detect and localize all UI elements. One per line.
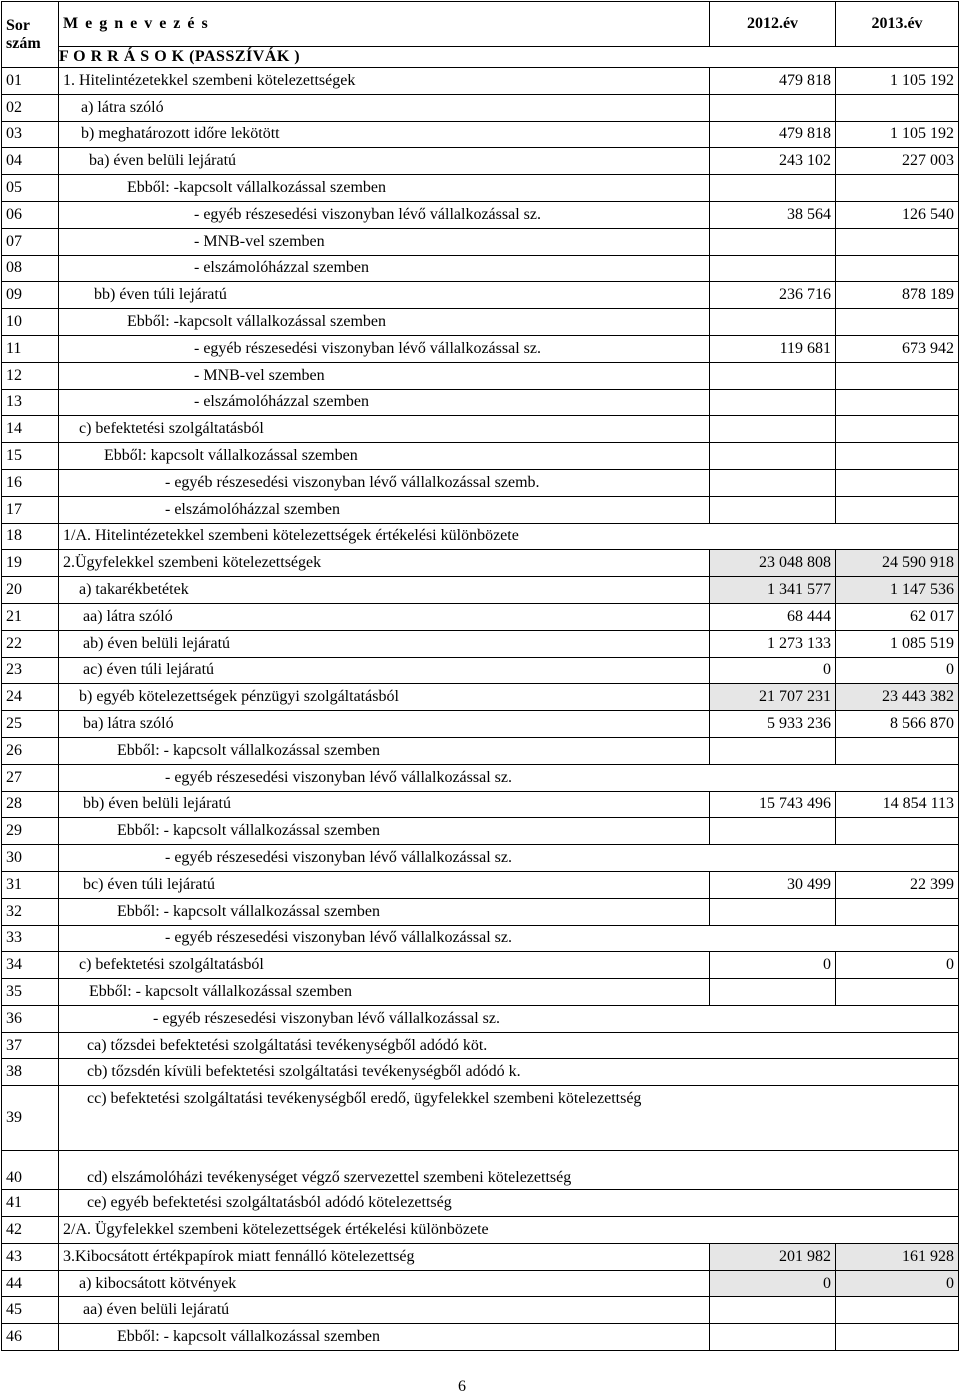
table-row (2, 1005, 959, 1032)
row-label (59, 871, 710, 898)
table-row (2, 1151, 959, 1190)
row-label-text: 1/A. Hitelintézetekkel szembeni kötelezettségek értékelési különbözete (63, 527, 519, 545)
row-label-text: Ebből: - kapcsolt vállalkozással szemben (117, 1328, 381, 1346)
row-label (59, 228, 710, 255)
value-2013: 1 105 192 (836, 68, 959, 95)
table-row (2, 603, 959, 630)
table-row (2, 68, 959, 95)
row-label (59, 630, 710, 657)
row-label (59, 282, 710, 309)
header-row (2, 2, 959, 47)
table-row (2, 362, 959, 389)
row-label-text: bc) éven túli lejáratú (83, 875, 215, 893)
value-2013: 673 942 (836, 335, 959, 362)
balance-sheet-table (1, 1, 959, 1351)
row-label-text: a) látra szóló (81, 98, 164, 116)
row-label-text: Ebből: - kapcsolt vállalkozással szemben (117, 741, 381, 759)
row-number: 24 (2, 684, 59, 711)
value-2013 (836, 228, 959, 255)
row-number: 41 (2, 1190, 59, 1217)
value-2013: 227 003 (836, 148, 959, 175)
value-2013: 878 189 (836, 282, 959, 309)
row-label-text: 1. Hitelintézetekkel szembeni kötelezettségek (63, 71, 356, 89)
row-label (59, 603, 710, 630)
row-number: 45 (2, 1297, 59, 1324)
value-2012: 119 681 (710, 335, 836, 362)
row-label-text: - MNB-vel szemben (194, 366, 325, 384)
value-2013 (836, 979, 959, 1006)
value-2012 (710, 737, 836, 764)
value-2013: 23 443 382 (836, 684, 959, 711)
row-label (59, 1151, 959, 1190)
value-2012 (710, 469, 836, 496)
row-label (59, 979, 710, 1006)
row-label-text: a) takarékbetétek (79, 581, 189, 599)
table-row (2, 871, 959, 898)
table-row (2, 496, 959, 523)
value-2012: 23 048 808 (710, 550, 836, 577)
row-number: 37 (2, 1032, 59, 1059)
row-label (59, 1032, 959, 1059)
table-row (2, 1324, 959, 1351)
row-label-text: cb) tőzsdén kívüli befektetési szolgáltatási tevékenységből adódó k. (87, 1063, 521, 1081)
row-number: 35 (2, 979, 59, 1006)
row-label (59, 1190, 959, 1217)
value-2013: 1 147 536 (836, 577, 959, 604)
table-row (2, 898, 959, 925)
value-2012: 1 341 577 (710, 577, 836, 604)
row-label-text: - elszámolóházzal szemben (194, 259, 370, 277)
row-label-text: 2.Ügyfelekkel szembeni kötelezettségek (63, 554, 322, 572)
table-row (2, 94, 959, 121)
value-2012 (710, 898, 836, 925)
value-2012: 21 707 231 (710, 684, 836, 711)
row-label (59, 577, 710, 604)
row-number: 12 (2, 362, 59, 389)
table-row (2, 1086, 959, 1151)
row-label-text: - egyéb részesedési viszonyban lévő vállalkozással sz. (194, 339, 541, 357)
section-title-text: F O R R Á S O K (PASSZÍVÁK ) (59, 48, 301, 65)
row-label (59, 684, 710, 711)
table-row (2, 1217, 959, 1244)
table-row (2, 443, 959, 470)
table-row (2, 175, 959, 202)
value-2012 (710, 1324, 836, 1351)
table-row (2, 791, 959, 818)
value-2013: 126 540 (836, 201, 959, 228)
row-label-text: c) befektetési szolgáltatásból (79, 420, 264, 438)
row-label-text: c) befektetési szolgáltatásból (79, 956, 264, 974)
row-label (59, 389, 710, 416)
row-label (59, 362, 710, 389)
value-2013 (836, 898, 959, 925)
row-label (59, 255, 710, 282)
row-number: 20 (2, 577, 59, 604)
value-2013: 0 (836, 952, 959, 979)
table-row (2, 737, 959, 764)
value-2013: 8 566 870 (836, 711, 959, 738)
row-number: 07 (2, 228, 59, 255)
table-row (2, 630, 959, 657)
table-row (2, 201, 959, 228)
table-row (2, 952, 959, 979)
value-2012 (710, 416, 836, 443)
row-label (59, 68, 710, 95)
value-2013: 0 (836, 1270, 959, 1297)
value-2013: 161 928 (836, 1243, 959, 1270)
value-2012 (710, 496, 836, 523)
value-2013 (836, 1297, 959, 1324)
row-label-text: ab) éven belüli lejáratú (83, 634, 231, 652)
value-2013 (836, 443, 959, 470)
megnevezes-header: M e g n e v e z é s (59, 2, 710, 47)
value-2012 (710, 979, 836, 1006)
row-number: 46 (2, 1324, 59, 1351)
value-2012: 38 564 (710, 201, 836, 228)
table-row (2, 979, 959, 1006)
row-number: 28 (2, 791, 59, 818)
row-label (59, 550, 710, 577)
row-label (59, 201, 710, 228)
row-label-text: ca) tőzsdei befektetési szolgáltatási tevékenységből adódó köt. (87, 1036, 488, 1054)
row-number: 43 (2, 1243, 59, 1270)
row-number: 44 (2, 1270, 59, 1297)
row-label (59, 443, 710, 470)
row-number: 18 (2, 523, 59, 550)
row-number: 02 (2, 94, 59, 121)
row-number: 19 (2, 550, 59, 577)
row-label (59, 1005, 959, 1032)
value-2013: 62 017 (836, 603, 959, 630)
row-number: 39 (2, 1086, 59, 1151)
table-row (2, 282, 959, 309)
value-2012 (710, 818, 836, 845)
value-2012: 479 818 (710, 68, 836, 95)
row-number: 17 (2, 496, 59, 523)
row-label-text: ba) látra szóló (83, 715, 174, 733)
value-2012 (710, 309, 836, 336)
table-row (2, 764, 959, 791)
section-title-row (2, 47, 959, 68)
value-2012: 0 (710, 1270, 836, 1297)
row-label-text: - egyéb részesedési viszonyban lévő vállalkozással szemb. (165, 473, 540, 491)
table-row (2, 309, 959, 336)
row-label-text: Ebből: - kapcsolt vállalkozással szemben (117, 902, 381, 920)
table-row (2, 1297, 959, 1324)
row-number: 32 (2, 898, 59, 925)
row-number: 40 (2, 1151, 59, 1190)
table-row (2, 228, 959, 255)
table-row (2, 469, 959, 496)
row-label (59, 309, 710, 336)
row-number: 42 (2, 1217, 59, 1244)
row-label-text: bb) éven belüli lejáratú (83, 795, 231, 813)
value-2012: 15 743 496 (710, 791, 836, 818)
row-label-text: 2/A. Ügyfelekkel szembeni kötelezettségek értékelési különbözete (63, 1220, 489, 1238)
row-number: 04 (2, 148, 59, 175)
row-number: 23 (2, 657, 59, 684)
row-label (59, 1297, 710, 1324)
row-number: 21 (2, 603, 59, 630)
row-label-text: cd) elszámolóházi tevékenységet végző szervezettel szembeni kötelezettség (87, 1169, 572, 1187)
table-row (2, 684, 959, 711)
value-2013 (836, 496, 959, 523)
row-label (59, 1243, 710, 1270)
value-2013 (836, 362, 959, 389)
table-row (2, 523, 959, 550)
row-label (59, 416, 710, 443)
row-label (59, 791, 710, 818)
value-2013: 0 (836, 657, 959, 684)
table-row (2, 416, 959, 443)
row-label-text: - MNB-vel szemben (194, 232, 325, 250)
row-label-text: Ebből: - kapcsolt vállalkozással szemben (117, 822, 381, 840)
row-label-text: ac) éven túli lejáratú (83, 661, 215, 679)
table-row (2, 1190, 959, 1217)
value-2012 (710, 389, 836, 416)
row-label-text: Ebből: - kapcsolt vállalkozással szemben (89, 982, 353, 1000)
value-2012: 479 818 (710, 121, 836, 148)
value-2012: 30 499 (710, 871, 836, 898)
row-label (59, 711, 710, 738)
value-2012: 68 444 (710, 603, 836, 630)
row-label (59, 523, 959, 550)
value-2012: 5 933 236 (710, 711, 836, 738)
value-2012 (710, 228, 836, 255)
table-row (2, 335, 959, 362)
row-label-text: - egyéb részesedési viszonyban lévő vállalkozással sz. (165, 929, 512, 947)
row-number: 08 (2, 255, 59, 282)
row-label-text: - egyéb részesedési viszonyban lévő vállalkozással sz. (153, 1009, 500, 1027)
row-label-text: - egyéb részesedési viszonyban lévő vállalkozással sz. (194, 205, 541, 223)
row-label (59, 148, 710, 175)
value-2012: 243 102 (710, 148, 836, 175)
row-number: 33 (2, 925, 59, 952)
value-2012 (710, 1297, 836, 1324)
row-number: 29 (2, 818, 59, 845)
row-label-text: b) meghatározott időre lekötött (81, 125, 280, 143)
year-2012-header: 2012.év (710, 2, 836, 47)
row-number: 09 (2, 282, 59, 309)
value-2013 (836, 389, 959, 416)
row-label (59, 1217, 959, 1244)
row-label-text: - egyéb részesedési viszonyban lévő vállalkozással sz. (165, 849, 512, 866)
row-label-text: ce) egyéb befektetési szolgáltatásból adódó kötelezettség (87, 1194, 452, 1212)
value-2013: 22 399 (836, 871, 959, 898)
row-number: 01 (2, 68, 59, 95)
value-2013 (836, 309, 959, 336)
row-label-text: b) egyéb kötelezettségek pénzügyi szolgáltatásból (79, 688, 399, 706)
table-row (2, 657, 959, 684)
table-row (2, 1270, 959, 1297)
row-label (59, 1270, 710, 1297)
value-2013 (836, 469, 959, 496)
value-2012: 236 716 (710, 282, 836, 309)
row-number: 38 (2, 1059, 59, 1086)
table-row (2, 1243, 959, 1270)
row-label-text: cc) befektetési szolgáltatási tevékenységből eredő, ügyfelekkel szembeni kötelezettség (87, 1090, 642, 1108)
row-label-text: - elszámolóházzal szemben (194, 393, 370, 411)
row-label (59, 1059, 959, 1086)
row-label-text: aa) éven belüli lejáratú (83, 1301, 230, 1319)
row-number: 31 (2, 871, 59, 898)
row-label-text: Ebből: -kapcsolt vállalkozással szemben (127, 179, 387, 197)
row-label (59, 1086, 959, 1151)
row-number: 26 (2, 737, 59, 764)
row-label-text: bb) éven túli lejáratú (94, 286, 227, 304)
value-2013: 1 105 192 (836, 121, 959, 148)
value-2013 (836, 818, 959, 845)
value-2013 (836, 737, 959, 764)
row-number: 11 (2, 335, 59, 362)
sor-label: Sor (6, 16, 30, 34)
table-row (2, 845, 959, 872)
row-label (59, 121, 710, 148)
row-number: 22 (2, 630, 59, 657)
row-number: 34 (2, 952, 59, 979)
row-label (59, 952, 710, 979)
value-2013: 1 085 519 (836, 630, 959, 657)
row-number: 15 (2, 443, 59, 470)
row-label (59, 818, 710, 845)
value-2013 (836, 175, 959, 202)
page-number: 6 (458, 1378, 466, 1395)
row-label-text: Ebből: -kapcsolt vállalkozással szemben (127, 313, 387, 331)
table-row (2, 711, 959, 738)
value-2012: 1 273 133 (710, 630, 836, 657)
value-2012 (710, 94, 836, 121)
row-label (59, 657, 710, 684)
row-label-text: - egyéb részesedési viszonyban lévő vállalkozással sz. (165, 768, 512, 786)
value-2012: 201 982 (710, 1243, 836, 1270)
table-row (2, 577, 959, 604)
table-row (2, 121, 959, 148)
table-row (2, 550, 959, 577)
table-row (2, 255, 959, 282)
row-label-text: ba) éven belüli lejáratú (89, 152, 237, 170)
table-row (2, 1032, 959, 1059)
row-number: 03 (2, 121, 59, 148)
row-label-text: aa) látra szóló (83, 607, 173, 625)
row-label (59, 764, 959, 791)
row-number: 30 (2, 845, 59, 872)
table-row (2, 148, 959, 175)
table-row (2, 925, 959, 952)
value-2012: 0 (710, 657, 836, 684)
value-2012: 0 (710, 952, 836, 979)
row-label-text: 3.Kibocsátott értékpapírok miatt fennálló kötelezettség (63, 1247, 415, 1265)
row-number: 05 (2, 175, 59, 202)
section-title (59, 47, 959, 68)
szam-label: szám (6, 34, 41, 52)
row-number: 06 (2, 201, 59, 228)
row-label (59, 1324, 710, 1351)
table-row (2, 389, 959, 416)
row-number: 10 (2, 309, 59, 336)
row-label (59, 898, 710, 925)
value-2012 (710, 443, 836, 470)
row-label (59, 469, 710, 496)
value-2013: 24 590 918 (836, 550, 959, 577)
value-2013 (836, 94, 959, 121)
value-2013 (836, 416, 959, 443)
value-2013 (836, 1324, 959, 1351)
table-row (2, 818, 959, 845)
row-label (59, 94, 710, 121)
row-number: 36 (2, 1005, 59, 1032)
row-number: 16 (2, 469, 59, 496)
row-label (59, 845, 959, 872)
value-2012 (710, 175, 836, 202)
value-2013 (836, 255, 959, 282)
value-2012 (710, 362, 836, 389)
row-number: 14 (2, 416, 59, 443)
row-label (59, 925, 959, 952)
value-2012 (710, 255, 836, 282)
row-label (59, 737, 710, 764)
sor-szam-header (2, 2, 59, 68)
row-label (59, 496, 710, 523)
year-2013-header: 2013.év (836, 2, 959, 47)
value-2013: 14 854 113 (836, 791, 959, 818)
table-row (2, 1059, 959, 1086)
row-label-text: - elszámolóházzal szemben (165, 500, 341, 518)
row-label-text: a) kibocsátott kötvények (79, 1274, 237, 1292)
row-number: 27 (2, 764, 59, 791)
row-number: 13 (2, 389, 59, 416)
row-label-text: Ebből: kapcsolt vállalkozással szemben (104, 447, 358, 465)
row-label (59, 175, 710, 202)
row-label (59, 335, 710, 362)
row-number: 25 (2, 711, 59, 738)
